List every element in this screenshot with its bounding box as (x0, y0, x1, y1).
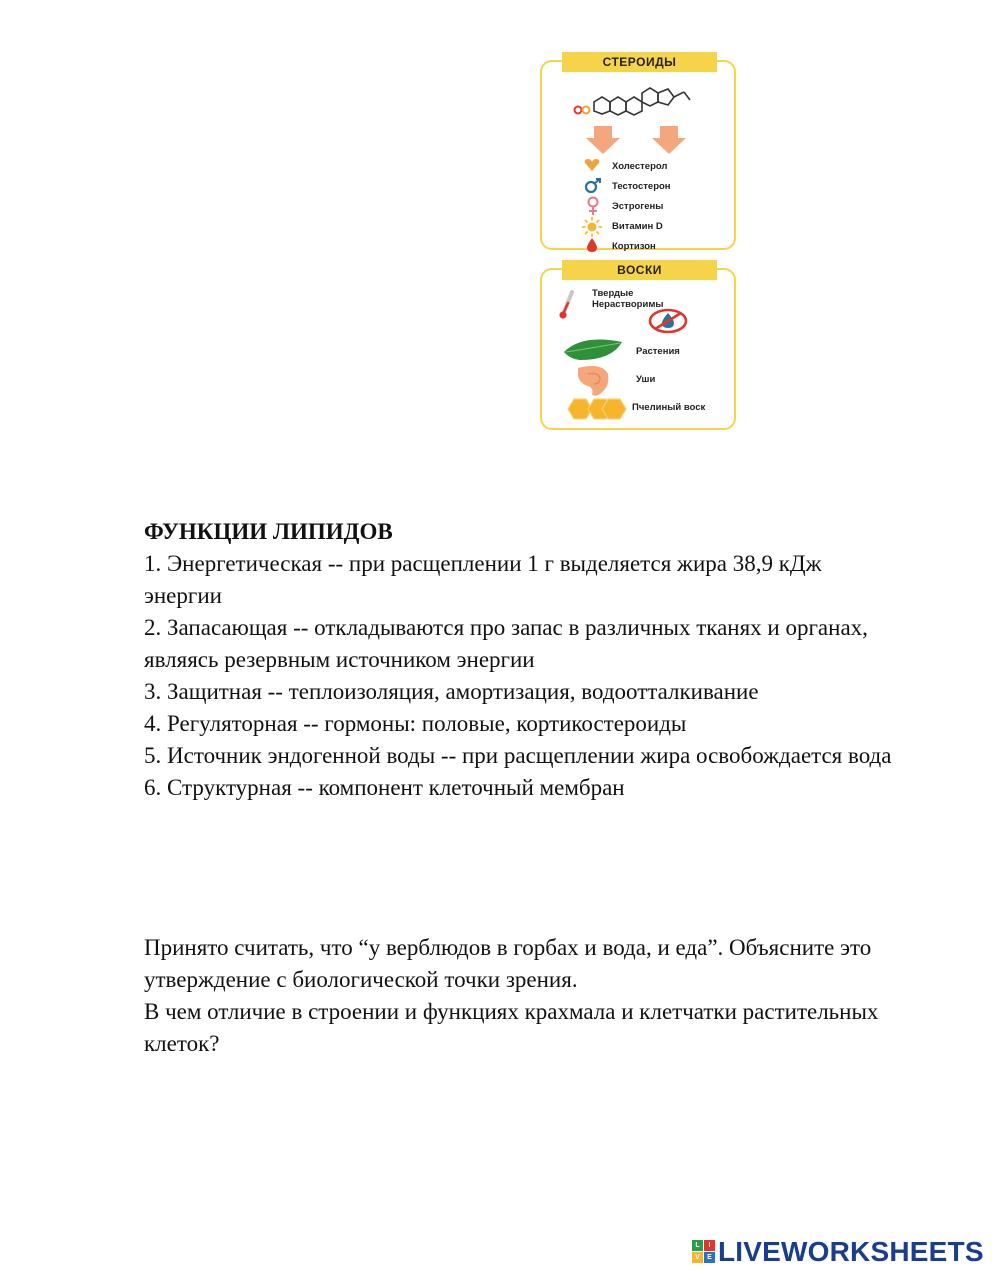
questions-section (144, 932, 904, 1060)
waxes-title: ВОСКИ (562, 260, 717, 280)
question-text: Принято считать, что “у верблюдов в горбах и вода, и еда”. Объясните это утверждение с биологической точки зрения. (144, 935, 872, 992)
ear-icon (574, 364, 610, 398)
logo-text: LIVEWORKSHEETS (718, 1236, 984, 1267)
heart-icon (584, 158, 600, 172)
steroids-panel (540, 55, 736, 252)
function-item: 2. Запасающая -- откладываются про запас в различных тканях и органах, являясь резервным источником энергии (144, 615, 868, 672)
honeycomb-icon (564, 396, 628, 422)
function-item: 3. Защитная -- теплоизоляция, амортизация, водоотталкивание (144, 679, 759, 704)
liveworksheets-logo (692, 1236, 984, 1268)
lipids-infographic (540, 50, 740, 450)
function-item: 4. Регуляторная -- гормоны: половые, кортикостероиды (144, 711, 687, 736)
sun-icon (582, 217, 602, 237)
steroid-item-label: Эстрогены (612, 201, 664, 212)
waxes-panel (540, 263, 736, 430)
no-water-icon (648, 308, 688, 334)
wax-property-label: Твердые (592, 288, 634, 299)
steroids-title: СТЕРОИДЫ (562, 52, 717, 72)
steroid-molecule-icon (570, 78, 700, 120)
wax-item-label: Растения (636, 346, 680, 357)
drop-icon (586, 238, 598, 252)
question-text: В чем отличие в строении и функциях крахмала и клетчатки растительных клеток? (144, 999, 879, 1056)
function-item: 5. Источник эндогенной воды -- при расщеплении жира освобождается вода (144, 743, 892, 768)
steroid-item-label: Витамин D (612, 221, 663, 232)
steroid-item-label: Тестостерон (612, 181, 671, 192)
wax-item-label: Уши (636, 374, 656, 385)
thermometer-icon (558, 290, 578, 320)
lipid-functions-section (144, 516, 904, 804)
arrow-down-icon (586, 126, 620, 154)
section-heading: ФУНКЦИИ ЛИПИДОВ (144, 519, 393, 544)
female-symbol-icon (586, 196, 600, 216)
male-symbol-icon (584, 178, 602, 194)
arrow-down-icon (652, 126, 686, 154)
wax-item-label: Пчелиный воск (632, 402, 706, 413)
function-item: 6. Структурная -- компонент клеточный мембран (144, 775, 625, 800)
leaf-icon (562, 336, 624, 362)
wax-property-label: Нерастворимы (592, 299, 664, 310)
logo-mark-icon: L I V E (692, 1240, 716, 1264)
steroid-item-label: Холестерол (612, 161, 668, 172)
function-item: 1. Энергетическая -- при расщеплении 1 г выделяется жира 38,9 кДж энергии (144, 551, 822, 608)
steroid-item-label: Кортизон (612, 241, 656, 252)
